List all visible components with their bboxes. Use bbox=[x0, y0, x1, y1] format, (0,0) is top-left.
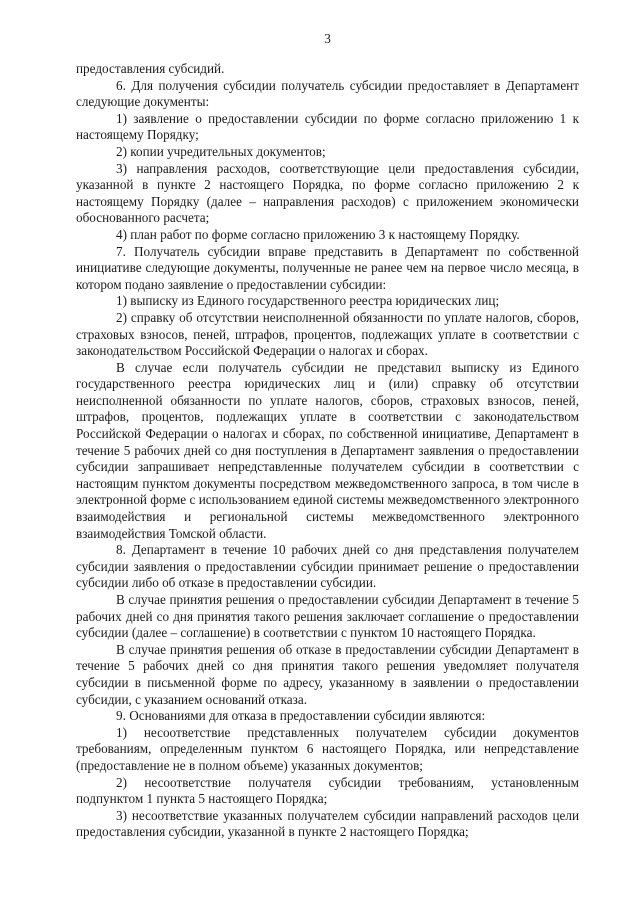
paragraph: В случае принятия решения об отказе в предоставлении субсидии Департамент в течение 5 рабочих дней со дня принятия такого решения уведомляет получателя субсидии в письменной форме по адресу, указанному в заявлении о предоставлении субсидии, с указанием оснований отказа. bbox=[76, 641, 579, 707]
document-body bbox=[76, 61, 579, 841]
paragraph: 2) копии учредительных документов; bbox=[116, 143, 326, 159]
paragraph: 1) выписку из Единого государственного реестра юридических лиц; bbox=[116, 293, 500, 309]
paragraph: 4) план работ по форме согласно приложению 3 к настоящему Порядку. bbox=[116, 226, 520, 242]
paragraph: 1) несоответствие представленных получателем субсидии документов требованиям, определенным пунктом 6 настоящего Порядка, или непредставление (предоставление не в полном объеме) указанных документов; bbox=[76, 724, 579, 773]
paragraph: предоставления субсидий. bbox=[76, 61, 225, 76]
paragraph: 3) направления расходов, соответствующие цели предоставления субсидии, указанной в пункте 2 настоящего Порядка, по форме согласно приложению 2 к настоящему Порядку (далее – направления расходов) с приложением экономически обоснованного расчета; bbox=[76, 160, 579, 226]
page-number: 3 bbox=[324, 31, 331, 46]
paragraph: В случае если получатель субсидии не представил выписку из Единого государственного реестра юридических лиц и (или) справку об отсутствии неисполненной обязанности по уплате налогов, сборов, страховых взносов, пеней, штрафов, процентов, подлежащих уплате в соответствии с законодательством Российской Федерации о налогах и сборах, по собственной инициативе, Департамент в течение 5 рабочих дней со дня поступления в Департамент заявления о предоставлении субсидии запрашивает непредставленные получателем субсидии в соответствии с настоящим пунктом документы посредством межведомственного запроса, в том числе в электронной форме с использованием единой системы межведомственного электронного взаимодействия и региональной системы межведомственного электронного взаимодействия Томской области. bbox=[76, 359, 579, 541]
paragraph: 9. Основаниями для отказа в предоставлении субсидии являются: bbox=[116, 708, 486, 724]
paragraph: 2) справку об отсутствии неисполненной обязанности по уплате налогов, сборов, страховых взносов, пеней, штрафов, процентов, подлежащих уплате в соответствии с законодательством Российской Федерации о налогах и сборах. bbox=[76, 309, 579, 359]
paragraph: 7. Получатель субсидии вправе представить в Департамент по собственной инициативе следующие документы, полученные не ранее чем на первое число месяца, в котором подано заявление о предоставлении субсидии: bbox=[76, 243, 579, 292]
paragraph: 3) несоответствие указанных получателем субсидии направлений расходов цели предоставления субсидии, указанной в пункте 2 настоящего Порядка; bbox=[76, 807, 579, 840]
paragraph: 8. Департамент в течение 10 рабочих дней со дня представления получателем субсидии заявления о предоставлении субсидии принимает решение о предоставлении субсидии либо об отказе в предоставлении субсидии. bbox=[76, 542, 579, 591]
paragraph: В случае принятия решения о предоставлении субсидии Департамент в течение 5 рабочих дней со дня принятия такого решения заключает соглашение о предоставлении субсидии (далее – соглашение) в соответствии с пунктом 10 настоящего Порядка. bbox=[76, 592, 579, 641]
paragraph: 6. Для получения субсидии получатель субсидии предоставляет в Департамент следующие документы: bbox=[76, 77, 579, 110]
paragraph: 2) несоответствие получателя субсидии требованиям, установленным подпунктом 1 пункта 5 настоящего Порядка; bbox=[76, 774, 579, 807]
paragraph: 1) заявление о предоставлении субсидии по форме согласно приложению 1 к настоящему Порядку; bbox=[76, 110, 579, 143]
